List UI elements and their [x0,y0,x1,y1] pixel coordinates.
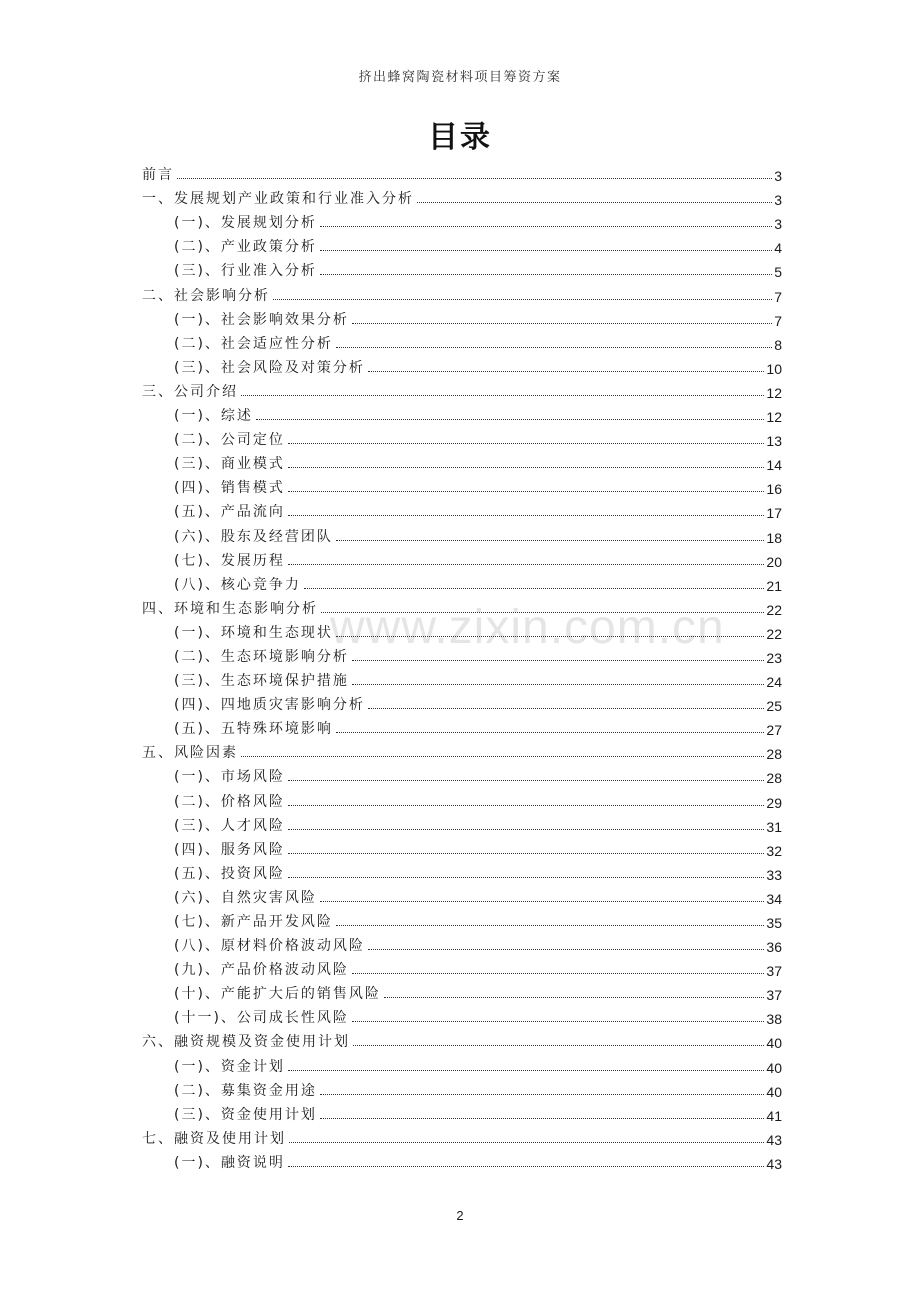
toc-entry-page: 5 [774,264,782,281]
toc-entry-title: 七、融资及使用计划 [142,1130,286,1147]
toc-entry-page: 13 [766,433,782,450]
toc-leader-dots [320,274,772,275]
toc-title: 目录 [428,120,492,155]
toc-entry-page: 32 [766,842,782,859]
toc-entry-page: 17 [766,505,782,522]
toc-leader-dots [320,1118,764,1119]
toc-entry[interactable] [142,546,782,570]
toc-leader-dots [384,997,764,998]
toc-entry-title: (三)、行业准入分析 [174,263,317,280]
toc-entry[interactable] [142,497,782,521]
toc-entry-title: (三)、社会风险及对策分析 [174,359,365,376]
toc-leader-dots [288,515,764,516]
toc-entry-title: 二、社会影响分析 [142,287,270,304]
toc-leader-dots [288,1070,764,1071]
toc-entry-page: 40 [766,1035,782,1052]
toc-entry[interactable] [142,160,782,184]
toc-entry[interactable] [142,979,782,1003]
toc-entry[interactable] [142,835,782,859]
toc-entry[interactable] [142,1100,782,1124]
toc-entry-title: (四)、销售模式 [174,480,285,497]
toc-entry-title: (二)、募集资金用途 [174,1082,317,1099]
toc-entry[interactable] [142,811,782,835]
toc-entry[interactable] [142,762,782,786]
toc-entry-page: 23 [766,649,782,666]
toc-entry-page: 4 [774,240,782,257]
toc-entry-title: 三、公司介绍 [142,383,238,400]
toc-leader-dots [288,829,764,830]
toc-entry-title: 四、环境和生态影响分析 [142,600,318,617]
toc-entry-page: 37 [766,963,782,980]
toc-entry[interactable] [142,618,782,642]
toc-leader-dots [352,684,764,685]
toc-entry-page: 27 [766,722,782,739]
document-header: 挤出蜂窝陶瓷材料项目筹资方案 [358,70,562,85]
toc-entry-page: 21 [766,577,782,594]
toc-entry-page: 43 [766,1131,782,1148]
toc-entry[interactable] [142,738,782,762]
toc-entry-title: (一)、资金计划 [174,1058,285,1075]
toc-leader-dots [288,877,764,878]
toc-entry-page: 28 [766,746,782,763]
toc-leader-dots [353,1045,764,1046]
toc-entry-page: 34 [766,890,782,907]
toc-leader-dots [288,805,764,806]
toc-leader-dots [177,178,772,179]
toc-leader-dots [320,1094,764,1095]
toc-entry-title: (三)、生态环境保护措施 [174,673,349,690]
toc-entry-title: (一)、融资说明 [174,1154,285,1171]
toc-leader-dots [288,780,764,781]
toc-entry-title: (一)、市场风险 [174,769,285,786]
toc-leader-dots [288,1166,764,1167]
toc-entry-title: (二)、价格风险 [174,793,285,810]
toc-leader-dots [241,395,764,396]
toc-entry[interactable] [142,401,782,425]
toc-entry-page: 22 [766,625,782,642]
toc-entry[interactable] [142,280,782,304]
toc-entry-page: 37 [766,987,782,1004]
toc-entry-title: (五)、投资风险 [174,865,285,882]
toc-entry-title: (一)、环境和生态现状 [174,624,333,641]
toc-entry[interactable] [142,353,782,377]
toc-entry-title: (四)、服务风险 [174,841,285,858]
toc-entry[interactable] [142,329,782,353]
toc-leader-dots [321,612,764,613]
watermark: www.zixin.com.cn [330,601,725,654]
toc-entry-page: 40 [766,1083,782,1100]
toc-leader-dots [336,540,764,541]
toc-leader-dots [288,491,764,492]
toc-entry-title: (六)、自然灾害风险 [174,889,317,906]
toc-entry-page: 12 [766,409,782,426]
toc-entry-page: 14 [766,457,782,474]
toc-leader-dots [417,202,772,203]
toc-leader-dots [241,756,764,757]
toc-entry-title: (二)、公司定位 [174,432,285,449]
toc-leader-dots [336,732,764,733]
page-number: 2 [456,1208,464,1223]
toc-entry-title: (九)、产品价格波动风险 [174,962,349,979]
toc-entry-page: 10 [766,360,782,377]
toc-entry[interactable] [142,570,782,594]
toc-entry-title: (一)、综述 [174,408,253,425]
toc-entry-title: (五)、产品流向 [174,504,285,521]
toc-entry-title: 一、发展规划产业政策和行业准入分析 [142,191,414,208]
toc-leader-dots [336,636,764,637]
toc-entry-title: (七)、发展历程 [174,552,285,569]
toc-leader-dots [288,443,764,444]
toc-entry[interactable] [142,1027,782,1051]
toc-entry-page: 36 [766,939,782,956]
toc-entry-title: (十一)、公司成长性风险 [174,1010,349,1027]
toc-entry[interactable] [142,184,782,208]
table-of-contents [142,160,782,1172]
toc-entry-page: 8 [774,336,782,353]
toc-entry-page: 40 [766,1059,782,1076]
toc-leader-dots [320,901,764,902]
toc-entry[interactable] [142,1076,782,1100]
toc-entry-page: 16 [766,481,782,498]
toc-entry[interactable] [142,594,782,618]
toc-entry[interactable] [142,931,782,955]
toc-entry[interactable] [142,473,782,497]
toc-leader-dots [368,949,764,950]
toc-entry[interactable] [142,955,782,979]
toc-leader-dots [352,973,764,974]
toc-entry[interactable] [142,642,782,666]
toc-leader-dots [352,323,772,324]
toc-leader-dots [368,708,764,709]
toc-entry-page: 43 [766,1155,782,1172]
toc-entry-page: 3 [774,192,782,209]
toc-entry-title: (八)、原材料价格波动风险 [174,938,365,955]
toc-entry-title: 六、融资规模及资金使用计划 [142,1034,350,1051]
toc-entry-page: 12 [766,384,782,401]
toc-entry-page: 25 [766,698,782,715]
toc-leader-dots [336,347,772,348]
toc-entry-title: (四)、四地质灾害影响分析 [174,697,365,714]
toc-entry-title: (三)、商业模式 [174,456,285,473]
toc-entry[interactable] [142,1051,782,1075]
toc-entry[interactable] [142,449,782,473]
toc-entry[interactable] [142,305,782,329]
toc-entry[interactable] [142,883,782,907]
toc-entry[interactable] [142,521,782,545]
toc-entry-title: (二)、社会适应性分析 [174,335,333,352]
toc-entry[interactable] [142,1124,782,1148]
toc-entry[interactable] [142,859,782,883]
toc-entry-page: 38 [766,1011,782,1028]
toc-entry[interactable] [142,232,782,256]
toc-leader-dots [288,564,764,565]
toc-entry[interactable] [142,377,782,401]
toc-entry-title: 五、风险因素 [142,745,238,762]
toc-leader-dots [273,299,772,300]
toc-leader-dots [320,226,772,227]
toc-entry-page: 18 [766,529,782,546]
toc-entry-page: 35 [766,915,782,931]
toc-leader-dots [256,419,764,420]
toc-entry[interactable] [142,1148,782,1172]
toc-entry[interactable] [142,786,782,810]
toc-entry-page: 33 [766,866,782,883]
toc-entry-page: 28 [766,770,782,787]
toc-leader-dots [352,660,764,661]
toc-entry-page: 3 [774,216,782,233]
toc-leader-dots [304,588,764,589]
toc-entry-title: (二)、产业政策分析 [174,239,317,256]
toc-leader-dots [352,1021,764,1022]
toc-entry-page: 7 [774,288,782,305]
toc-entry-page: 29 [766,794,782,811]
toc-entry-title: 前言 [142,167,174,184]
toc-entry-title: (二)、生态环境影响分析 [174,648,349,665]
toc-entry-title: (八)、核心竞争力 [174,576,301,593]
toc-leader-dots [368,371,764,372]
toc-entry-page: 41 [766,1107,782,1124]
toc-entry[interactable] [142,1003,782,1027]
toc-entry[interactable] [142,907,782,931]
toc-entry-title: (三)、资金使用计划 [174,1106,317,1123]
toc-entry-title: (一)、发展规划分析 [174,215,317,232]
toc-entry[interactable] [142,256,782,280]
toc-entry-title: (一)、社会影响效果分析 [174,311,349,328]
toc-entry[interactable] [142,690,782,714]
toc-entry[interactable] [142,714,782,738]
toc-leader-dots [336,925,764,926]
toc-entry-page: 22 [766,601,782,618]
toc-leader-dots [288,467,764,468]
toc-entry[interactable] [142,666,782,690]
toc-entry-page: 7 [774,312,782,329]
toc-entry-title: (十)、产能扩大后的销售风险 [174,986,381,1003]
toc-leader-dots [320,250,772,251]
toc-entry-title: (六)、股东及经营团队 [174,528,333,545]
toc-entry-page: 31 [766,818,782,835]
toc-entry-title: (五)、五特殊环境影响 [174,721,333,738]
toc-entry[interactable] [142,425,782,449]
toc-entry-page: 3 [774,168,782,185]
toc-leader-dots [288,853,764,854]
toc-entry-title: (三)、人才风险 [174,817,285,834]
toc-entry[interactable] [142,208,782,232]
toc-entry-page: 20 [766,553,782,570]
toc-entry-page: 24 [766,674,782,691]
toc-leader-dots [289,1142,764,1143]
toc-entry-title: (七)、新产品开发风险 [174,914,333,930]
